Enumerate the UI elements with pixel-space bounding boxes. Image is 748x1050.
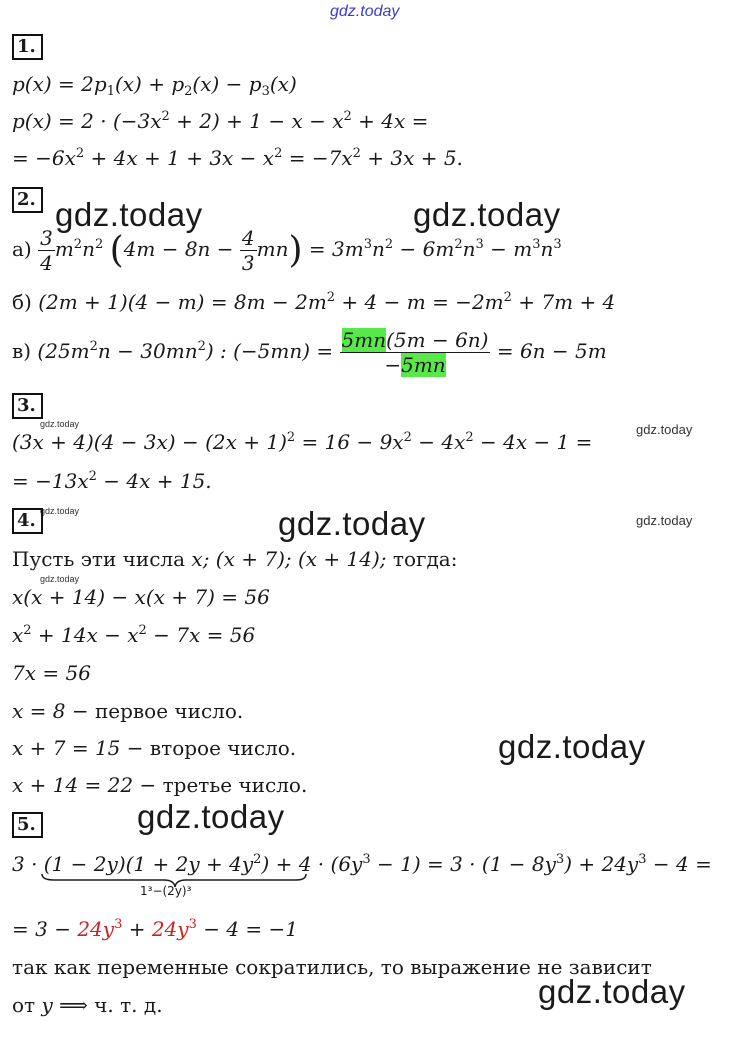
task1-line1: $p(x) = 2p_1(x) + p_2(x) - p_3(x)$ [12,72,297,99]
task4-line7: x + 14 = 22 − третье число. [12,773,308,797]
task2-part-a: а) $\frac{3}{4}$ $m^2n^2$ (4m − 8n − $\frac{4}{3}$ $mn) = 3m^3n^2 - 6m^2n^3 - m^3n^3$ [12,226,562,275]
task1-line3: = $-6x^2 + 4x + 1 + 3x - x^2 = -7x^2 + 3x + 5$. [12,146,463,170]
task-number-5: 5. [12,812,43,838]
fraction: $\frac{4}{3}$ [241,226,255,275]
fraction: $\frac{3}{4}$ [40,226,53,275]
watermark: gdz.today [498,728,646,765]
task1-line2: $p(x) = 2 \cdot (-3x^2 + 2) + 1 - x - x^2 + 4x$ = [12,109,429,133]
watermark-tiny: gdz.today [40,419,80,429]
task2-part-b: б) $(2m + 1)(4 - m) = 8m - 2m^2 + 4 - m = -2m^2 + 7m + 4$ [12,290,616,314]
task4-line2: x(x + 14) − x(x + 7) = 56 [12,585,270,609]
watermark-small: gdz.today [636,513,693,528]
task3-line1: $(3x + 4)(4 - 3x) - (2x + 1)^2 = 16 - 9x^2 - 4x^2 - 4x - 1$ = [12,430,593,454]
watermark: gdz.today [413,196,561,233]
task5-line1: $3 \cdot (1 - 2y)(1 + 2y + 4y^2) + 4 \cdot (6y^3 - 1) = 3 \cdot (1 - 8y^3) + 24y^3 - 4$ = [12,852,712,876]
watermark-tiny: gdz.today [40,574,80,584]
task-number-4: 4. [12,508,43,534]
task4-line1: Пусть эти числа x; (x + 7); (x + 14); тогда: [12,547,458,571]
task-number-1: 1. [12,34,43,60]
task5-line2: = $3 - 24y^3 + 24y^3 - 4 = -1$ [12,917,299,941]
watermark-tiny: gdz.today [40,506,80,516]
watermark: gdz.today [278,505,426,542]
watermark: gdz.today [55,196,203,233]
task5-line4: от y ⟹ ч. т. д. [12,993,163,1017]
task4-line4: 7x = 56 [12,661,91,685]
fraction: $\frac{5mn(5m - 6n)}{-5mn}$ [341,328,489,377]
task-number-2: 2. [12,187,43,213]
task5-line3: так как переменные сократились, то выражение не зависит [12,955,652,979]
watermark-small: gdz.today [636,422,693,437]
highlight: 5mn [401,353,446,377]
underbrace-label: 1³−(2y)³ [140,884,192,898]
task4-line3: $x^2 + 14x - x^2 - 7x = 56$ [12,623,256,647]
task4-line6: x + 7 = 15 − второе число. [12,736,297,760]
highlight: 5mn [341,328,387,352]
task4-line5: x = 8 − первое число. [12,699,244,723]
task3-line2: = $-13x^2 - 4x + 15$. [12,469,212,493]
watermark: gdz.today [137,798,285,835]
watermark: gdz.today [538,973,686,1010]
task-number-3: 3. [12,393,43,419]
watermark-top: gdz.today [330,3,400,20]
task2-part-c: в) $(25m^2n - 30mn^2)$ : (−5mn) = $\frac{5mn(5m - 6n)}{-5mn}$ = 6n − 5m [12,328,607,377]
